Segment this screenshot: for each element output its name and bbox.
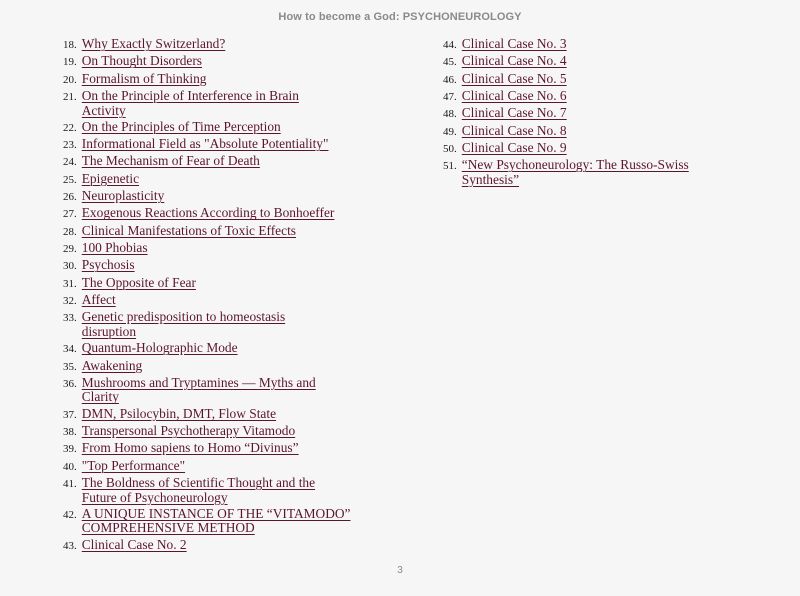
toc-link[interactable]: DMN, Psilocybin, DMT, Flow State bbox=[81, 405, 277, 421]
toc-number: 19. bbox=[63, 56, 77, 69]
toc-link[interactable]: "Top Performance" bbox=[81, 457, 186, 473]
toc-item bbox=[63, 154, 393, 170]
toc-number: 49. bbox=[443, 125, 457, 138]
toc-item bbox=[443, 54, 773, 70]
toc-item bbox=[63, 376, 393, 405]
toc-link[interactable]: From Homo sapiens to Homo “Divinus” bbox=[81, 440, 299, 456]
toc-item bbox=[63, 224, 393, 240]
toc-item bbox=[63, 189, 393, 205]
toc-link[interactable]: On Thought Disorders bbox=[81, 53, 203, 69]
toc-number: 23. bbox=[63, 139, 77, 152]
toc-number: 42. bbox=[63, 508, 77, 521]
toc-link[interactable]: The Mechanism of Fear of Death bbox=[81, 153, 260, 169]
toc-number: 33. bbox=[63, 312, 77, 325]
toc-link[interactable]: Affect bbox=[81, 291, 116, 307]
toc-link[interactable]: Awakening bbox=[81, 357, 143, 373]
toc-number: 38. bbox=[63, 426, 77, 439]
toc-link[interactable]: The Opposite of Fear bbox=[81, 274, 196, 290]
toc-link[interactable]: Exogenous Reactions According to Bonhoeffer bbox=[81, 205, 335, 221]
toc-number: 41. bbox=[63, 477, 77, 490]
toc-number: 22. bbox=[63, 121, 77, 134]
toc-link[interactable]: Transpersonal Psychotherapy Vitamodo bbox=[81, 423, 296, 439]
toc-number: 51. bbox=[443, 160, 457, 173]
toc-link[interactable]: “New Psychoneurology: The Russo-Swiss Synthesis” bbox=[461, 157, 689, 187]
toc-item bbox=[63, 72, 393, 88]
toc-link[interactable]: Clinical Case No. 3 bbox=[461, 36, 567, 51]
toc-number: 45. bbox=[443, 56, 457, 69]
toc-link[interactable]: Clinical Manifestations of Toxic Effects bbox=[81, 222, 297, 238]
toc-item bbox=[63, 424, 393, 440]
toc-number: 32. bbox=[63, 294, 77, 307]
toc-link[interactable]: Clinical Case No. 9 bbox=[461, 139, 567, 155]
toc-number: 24. bbox=[63, 156, 77, 169]
toc-column-right bbox=[443, 37, 773, 189]
toc-item bbox=[63, 310, 393, 339]
toc-number: 39. bbox=[63, 443, 77, 456]
toc-item bbox=[443, 158, 773, 187]
toc-number: 50. bbox=[443, 142, 457, 155]
toc-item bbox=[63, 441, 393, 457]
toc-number: 30. bbox=[63, 260, 77, 273]
toc-link[interactable]: Clinical Case No. 7 bbox=[461, 105, 567, 121]
toc-item bbox=[63, 538, 393, 554]
toc-link[interactable]: Clinical Case No. 8 bbox=[461, 122, 567, 138]
toc-item bbox=[443, 106, 773, 122]
toc-column-left bbox=[63, 37, 393, 555]
toc-number: 31. bbox=[63, 277, 77, 290]
toc-item bbox=[63, 137, 393, 153]
toc-item bbox=[63, 54, 393, 70]
toc-number: 46. bbox=[443, 73, 457, 86]
toc-item bbox=[63, 476, 393, 505]
toc-link[interactable]: Quantum-Holographic Mode bbox=[81, 340, 238, 356]
toc-link[interactable]: Neuroplasticity bbox=[81, 188, 165, 204]
toc-link[interactable]: On the Principles of Time Perception bbox=[81, 118, 281, 134]
toc-item bbox=[63, 37, 393, 53]
toc-link[interactable]: Epigenetic bbox=[81, 170, 140, 186]
page-number: 3 bbox=[397, 565, 403, 576]
toc-number: 35. bbox=[63, 360, 77, 373]
toc-number: 37. bbox=[63, 408, 77, 421]
toc-item bbox=[443, 89, 773, 105]
toc-item bbox=[63, 276, 393, 292]
toc-item bbox=[443, 72, 773, 88]
toc-item bbox=[443, 141, 773, 157]
toc-item bbox=[63, 341, 393, 357]
toc-number: 21. bbox=[63, 90, 77, 103]
toc-item bbox=[63, 258, 393, 274]
toc-link[interactable]: On the Principle of Interference in Brain Activity bbox=[81, 87, 299, 118]
toc-number: 25. bbox=[63, 173, 77, 186]
toc-number: 44. bbox=[443, 39, 457, 51]
toc-item bbox=[443, 37, 773, 53]
toc-item bbox=[63, 89, 393, 118]
toc-number: 40. bbox=[63, 460, 77, 473]
toc-item bbox=[63, 241, 393, 257]
page-header-title: How to become a God: PSYCHONEUROLOGY bbox=[278, 11, 522, 23]
toc-link[interactable]: Informational Field as "Absolute Potentiality" bbox=[81, 136, 329, 152]
toc-link[interactable]: Psychosis bbox=[81, 257, 135, 273]
toc-item bbox=[63, 407, 393, 423]
toc-number: 20. bbox=[63, 73, 77, 86]
toc-item bbox=[63, 172, 393, 188]
toc-item bbox=[63, 120, 393, 136]
toc-link[interactable]: Clinical Case No. 5 bbox=[461, 70, 567, 86]
toc-link[interactable]: Genetic predisposition to homeostasis disruption bbox=[81, 309, 286, 339]
toc-link[interactable]: A UNIQUE INSTANCE OF THE “VITAMODO” COMPREHENSIVE METHOD bbox=[81, 505, 351, 536]
toc-item bbox=[63, 507, 393, 536]
toc-item bbox=[63, 293, 393, 309]
toc-number: 47. bbox=[443, 90, 457, 103]
toc-link[interactable]: The Boldness of Scientific Thought and the Future of Psychoneurology bbox=[81, 474, 316, 505]
toc-link[interactable]: 100 Phobias bbox=[81, 240, 148, 256]
toc-item bbox=[443, 124, 773, 140]
toc-link[interactable]: Clinical Case No. 6 bbox=[461, 87, 567, 103]
toc-number: 48. bbox=[443, 108, 457, 121]
toc-number: 26. bbox=[63, 191, 77, 204]
toc-link[interactable]: Clinical Case No. 2 bbox=[81, 536, 187, 552]
toc-link[interactable]: Clinical Case No. 4 bbox=[461, 53, 567, 69]
toc-number: 29. bbox=[63, 243, 77, 256]
toc-number: 28. bbox=[63, 225, 77, 238]
toc-number: 18. bbox=[63, 39, 77, 51]
toc-item bbox=[63, 206, 393, 222]
toc-link[interactable]: Why Exactly Switzerland? bbox=[81, 36, 226, 51]
toc-number: 34. bbox=[63, 343, 77, 356]
toc-item bbox=[63, 459, 393, 475]
toc-number: 27. bbox=[63, 208, 77, 221]
toc-link[interactable]: Formalism of Thinking bbox=[81, 70, 207, 86]
toc-number: 36. bbox=[63, 377, 77, 390]
toc-number: 43. bbox=[63, 539, 77, 552]
toc-item bbox=[63, 359, 393, 375]
toc-link[interactable]: Mushrooms and Tryptamines — Myths and Clarity bbox=[81, 374, 316, 405]
